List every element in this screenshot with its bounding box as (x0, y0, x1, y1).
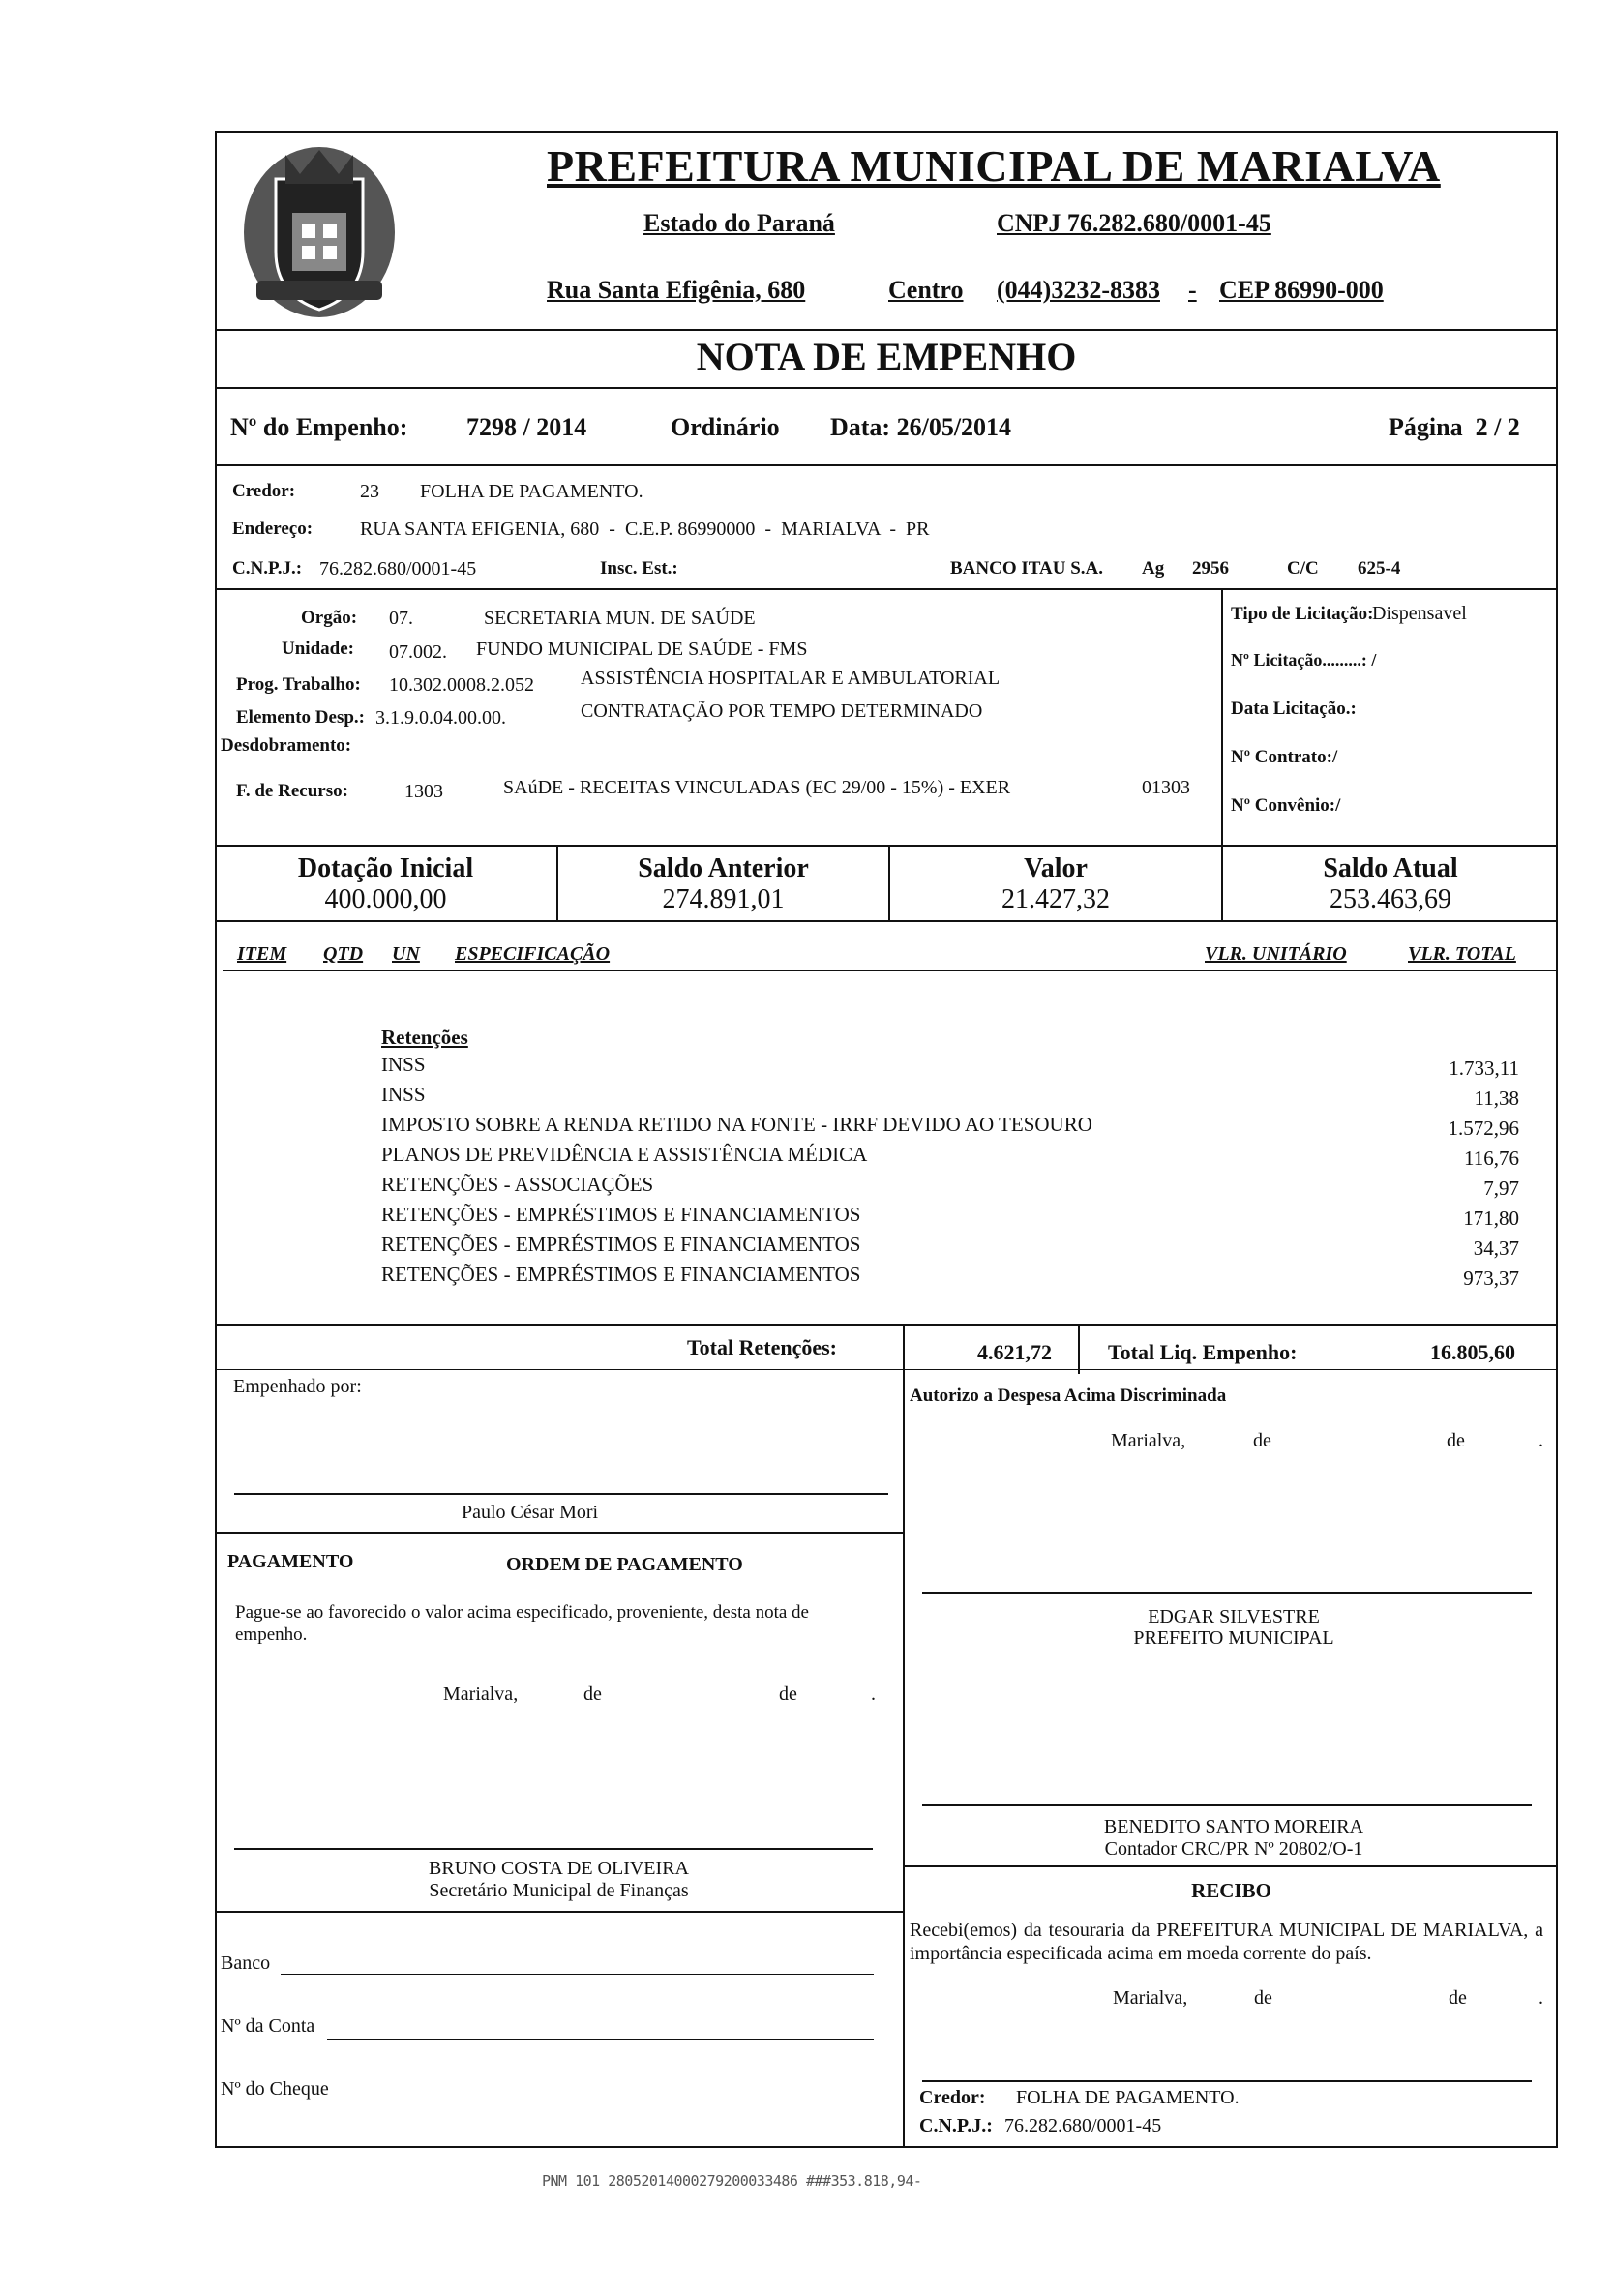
divider (215, 464, 1558, 466)
retencoes-title: Retenções (381, 1026, 468, 1049)
autorizo-signer: EDGAR SILVESTRE (1148, 1606, 1320, 1627)
header-cnpj: CNPJ 76.282.680/0001-45 (997, 209, 1271, 237)
recibo-de2: de (1449, 1987, 1467, 2009)
recibo-credor-label: Credor: (919, 2087, 986, 2108)
saldo-label: Valor (1024, 853, 1088, 883)
divider (223, 970, 1558, 971)
insc-label: Insc. Est.: (600, 558, 678, 579)
retencao-value: 1.733,11 (1449, 1057, 1519, 1080)
orgao-label: Orgão: (301, 608, 358, 628)
saldo-label: Saldo Anterior (638, 853, 809, 883)
divider-vertical (903, 1370, 905, 2148)
convenio: Nº Convênio:/ (1231, 795, 1341, 816)
conta-label: Nº da Conta (221, 2015, 315, 2037)
bank-name: BANCO ITAU S.A. (950, 558, 1104, 579)
contrato: Nº Contrato:/ (1231, 747, 1338, 767)
tipo-licitacao-value: Dispensavel (1372, 603, 1467, 624)
contador-role: Contador CRC/PR Nº 20802/O-1 (1104, 1838, 1363, 1860)
column-especificacao: ESPECIFICAÇÃO (455, 943, 611, 965)
city-hall-title: PREFEITURA MUNICIPAL DE MARIALVA (547, 141, 1441, 191)
autorizo-role: PREFEITO MUNICIPAL (1133, 1627, 1334, 1649)
agency-value: 2956 (1192, 558, 1229, 579)
header-district: Centro (888, 276, 964, 304)
empenho-type: Ordinário (671, 413, 780, 441)
unidade-name: FUNDO MUNICIPAL DE SAÚDE - FMS (476, 639, 808, 660)
pagamento-role: Secretário Municipal de Finanças (429, 1880, 689, 1901)
header-address: Rua Santa Efigênia, 680 (547, 276, 806, 304)
header-separator: - (1188, 276, 1197, 304)
empenhado-label: Empenhado por: (233, 1376, 362, 1397)
signature-line (922, 2080, 1532, 2082)
retencao-value: 973,37 (1463, 1267, 1519, 1290)
saldo-value: 253.463,69 (1330, 884, 1451, 914)
unidade-code: 07.002. (389, 641, 447, 663)
document-title: NOTA DE EMPENHO (696, 335, 1077, 378)
footer-code: PNM 101 28052014000279200033486 ###353.818,94- (542, 2172, 922, 2190)
signature-line (234, 1493, 888, 1495)
retencao-desc: IMPOSTO SOBRE A RENDA RETIDO NA FONTE - IRRF DEVIDO AO TESOURO (381, 1113, 1092, 1136)
elemento-label: Elemento Desp.: (236, 707, 365, 728)
retencao-desc: RETENÇÕES - EMPRÉSTIMOS E FINANCIAMENTOS (381, 1233, 861, 1256)
retencao-value: 116,76 (1464, 1147, 1519, 1170)
column-qtd: QTD (323, 943, 364, 965)
licitacao-number: Nº Licitação.........: / (1231, 650, 1377, 670)
recibo-cnpj: 76.282.680/0001-45 (1004, 2115, 1162, 2136)
credor-label: Credor: (232, 481, 296, 501)
autorizo-title: Autorizo a Despesa Acima Discriminada (910, 1386, 1227, 1406)
retencao-desc: RETENÇÕES - EMPRÉSTIMOS E FINANCIAMENTOS (381, 1263, 861, 1286)
pagamento-place: Marialva, (443, 1684, 519, 1705)
pagamento-de2: de (779, 1684, 797, 1705)
header-phone: (044)3232-8383 (997, 276, 1160, 304)
prog-label: Prog. Trabalho: (236, 674, 361, 695)
header-cep: CEP 86990-000 (1219, 276, 1384, 304)
retencao-desc: RETENÇÕES - EMPRÉSTIMOS E FINANCIAMENTOS (381, 1203, 861, 1226)
orgao-name: SECRETARIA MUN. DE SAÚDE (484, 608, 756, 629)
retencao-value: 11,38 (1474, 1087, 1519, 1110)
column-un: UN (392, 943, 420, 965)
unidade-label: Unidade: (282, 639, 354, 659)
saldo-value: 274.891,01 (662, 884, 785, 914)
saldo-value: 21.427,32 (1001, 884, 1110, 914)
state-name: Estado do Paraná (643, 209, 835, 237)
retencao-desc: INSS (381, 1083, 426, 1106)
divider (903, 1865, 1558, 1867)
page-number: Página 2 / 2 (1389, 413, 1520, 441)
agency-label: Ag (1142, 558, 1165, 579)
recibo-dot: . (1539, 1987, 1543, 2009)
saldo-value: 400.000,00 (324, 884, 447, 914)
divider (215, 1324, 1558, 1326)
divider (215, 329, 1558, 331)
column-total-value: VLR. TOTAL (1408, 943, 1516, 965)
contador-signer: BENEDITO SANTO MOREIRA (1103, 1816, 1364, 1837)
total-liquido-label: Total Liq. Empenho: (1108, 1340, 1298, 1364)
retencao-value: 34,37 (1473, 1237, 1519, 1260)
recibo-cnpj-label: C.N.P.J.: (919, 2115, 993, 2136)
total-retencoes-value: 4.621,72 (977, 1340, 1052, 1364)
recibo-de1: de (1254, 1987, 1272, 2009)
desdobramento-label: Desdobramento: (221, 735, 352, 756)
retencao-desc: RETENÇÕES - ASSOCIAÇÕES (381, 1173, 654, 1196)
divider-vertical (1078, 1326, 1080, 1374)
pagamento-text: Pague-se ao favorecido o valor acima especificado, proveniente, desta nota de empenho. (235, 1602, 809, 1645)
divider (215, 1911, 903, 1913)
divider (215, 845, 1558, 847)
total-liquido-value: 16.805,60 (1430, 1340, 1515, 1364)
empenho-number: 7298 / 2014 (466, 413, 587, 441)
empenho-date: Data: 26/05/2014 (830, 413, 1012, 441)
recurso-code: 1303 (404, 781, 443, 802)
recibo-place: Marialva, (1113, 1987, 1188, 2009)
recibo-text: Recebi(emos) da tesouraria da PREFEITURA MUNICIPAL DE MARIALVA, a importância especificada acima em moeda corrente do país. (910, 1920, 1543, 1964)
pagamento-label: PAGAMENTO (227, 1551, 354, 1572)
recurso-name: SAúDE - RECEITAS VINCULADAS (EC 29/00 - 15%) - EXER (503, 777, 1011, 798)
orgao-code: 07. (389, 608, 413, 629)
signature-line (922, 1592, 1532, 1594)
total-retencoes-label: Total Retenções: (687, 1335, 837, 1359)
divider (215, 588, 1558, 590)
signature-line (234, 1848, 873, 1850)
prog-name: ASSISTÊNCIA HOSPITALAR E AMBULATORIAL (581, 668, 1001, 689)
banco-field-line[interactable] (281, 1974, 874, 1975)
empenhado-signer: Paulo César Mori (462, 1502, 599, 1523)
account-value: 625-4 (1358, 558, 1401, 579)
saldo-label: Dotação Inicial (297, 853, 474, 883)
column-unit-value: VLR. UNITÁRIO (1205, 943, 1347, 965)
divider (215, 920, 1558, 922)
recibo-title: RECIBO (1191, 1879, 1271, 1902)
cheque-label: Nº do Cheque (221, 2078, 329, 2100)
elemento-code: 3.1.9.0.04.00.00. (375, 707, 506, 729)
coat-of-arms-icon (232, 135, 406, 329)
account-label: C/C (1287, 558, 1319, 579)
retencao-value: 1.572,96 (1448, 1117, 1519, 1140)
recibo-credor: FOLHA DE PAGAMENTO. (1016, 2087, 1240, 2108)
conta-field-line[interactable] (327, 2039, 874, 2040)
recurso-label: F. de Recurso: (236, 781, 348, 801)
divider (215, 1369, 1558, 1370)
divider-vertical (903, 1326, 905, 1374)
retencao-desc: INSS (381, 1053, 426, 1076)
ordem-pagamento-title: ORDEM DE PAGAMENTO (506, 1554, 743, 1575)
banco-label: Banco (221, 1953, 271, 1974)
autorizo-de2: de (1447, 1430, 1465, 1451)
autorizo-de1: de (1253, 1430, 1271, 1451)
credor-name: FOLHA DE PAGAMENTO. (420, 481, 643, 502)
retencao-desc: PLANOS DE PREVIDÊNCIA E ASSISTÊNCIA MÉDICA (381, 1143, 868, 1166)
elemento-name: CONTRATAÇÃO POR TEMPO DETERMINADO (581, 701, 983, 722)
divider-vertical (1221, 588, 1223, 845)
credor-code: 23 (360, 481, 379, 502)
endereco-value: RUA SANTA EFIGENIA, 680 - C.E.P. 86990000 - MARIALVA - PR (360, 519, 930, 540)
licitacao-date: Data Licitação.: (1231, 699, 1357, 719)
cnpj-label: C.N.P.J.: (232, 558, 303, 579)
pagamento-dot: . (871, 1684, 876, 1705)
empenho-label: Nº do Empenho: (230, 413, 408, 441)
pagamento-signer: BRUNO COSTA DE OLIVEIRA (429, 1858, 689, 1879)
column-item: ITEM (237, 943, 287, 965)
divider (215, 1532, 903, 1534)
endereco-label: Endereço: (232, 519, 314, 539)
retencao-value: 171,80 (1463, 1207, 1519, 1230)
divider (215, 387, 1558, 389)
autorizo-place: Marialva, (1111, 1430, 1186, 1451)
cnpj-value: 76.282.680/0001-45 (319, 558, 477, 580)
signature-line (922, 1804, 1532, 1806)
autorizo-dot: . (1539, 1430, 1543, 1451)
prog-code: 10.302.0008.2.052 (389, 674, 534, 696)
recurso-code2: 01303 (1142, 777, 1190, 798)
tipo-licitacao-label: Tipo de Licitação: (1231, 604, 1374, 624)
saldo-label: Saldo Atual (1323, 853, 1458, 883)
retencao-value: 7,97 (1483, 1177, 1519, 1200)
pagamento-de1: de (583, 1684, 602, 1705)
